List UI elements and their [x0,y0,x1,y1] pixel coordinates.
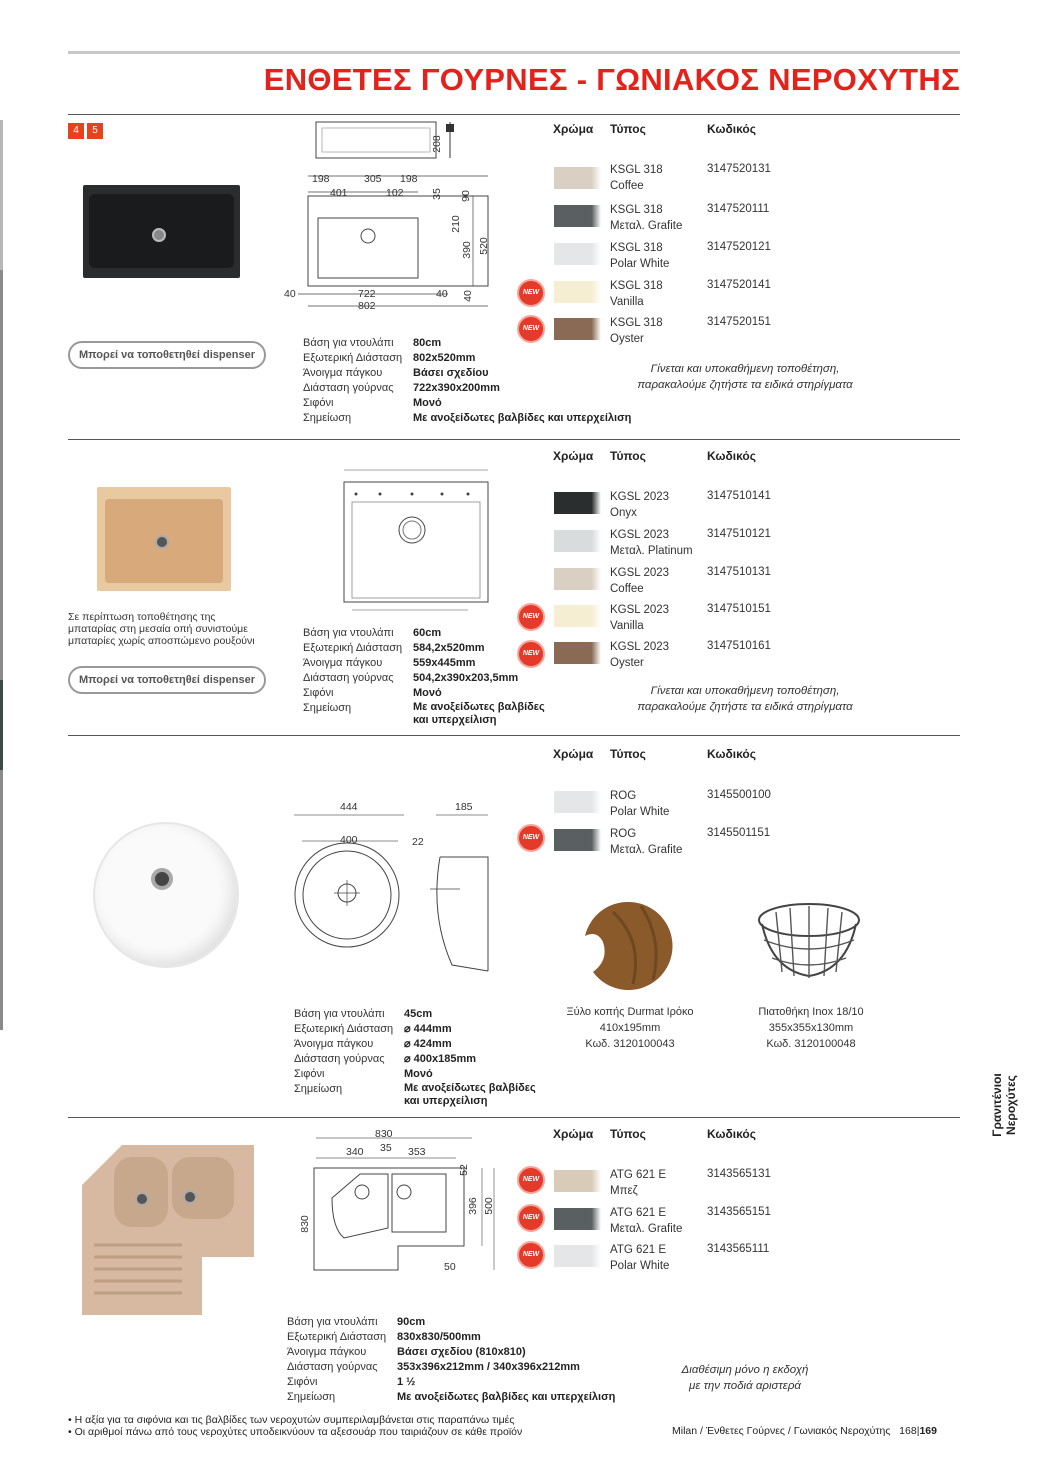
dim-label: 40 [436,288,448,300]
variant-type: ATG 621 E Μπεζ [610,1169,667,1197]
dim-label: 52 [457,1164,470,1176]
install-note: Γίνεται και υποκαθήμενη τοποθέτηση, παρακαλούμε ζητήστε τα ειδικά στηρίγματα [637,363,853,391]
edge-bar [0,680,3,770]
new-badge: NEW [517,279,545,307]
variant-code: 3147520151 [707,316,771,328]
accessory-badge-4: 4 [68,123,84,139]
product-photo-atg621 [82,1145,258,1317]
column-header-code: Κωδικός [707,122,757,136]
dispenser-note: Μπορεί να τοποθετηθεί dispenser [68,666,266,694]
product-photo-rog [93,822,239,968]
new-badge: NEW [517,1166,545,1194]
new-badge: NEW [517,315,545,343]
variant-code: 3145500100 [707,789,771,801]
dim-label: 305 [364,173,382,185]
accessory-dish-rack: Πιατοθήκη Inox 18/10 355x355x130mm Κωδ. 3120100048 [758,1006,864,1050]
technical-drawing-kgsl2023 [318,462,498,617]
variant-type: KGSL 2023 Μεταλ. Platinum [610,529,693,557]
dim-label: 210 [449,215,462,233]
section-divider [68,114,960,115]
column-header-code: Κωδικός [707,1127,757,1141]
column-header-color: Χρώμα [553,122,594,136]
color-swatch [554,1170,601,1192]
dim-label: 444 [340,801,358,813]
dish-rack-image [756,900,862,982]
variant-type: KGSL 2023 Oyster [610,641,670,669]
spec-values: 60cm 584,2x520mm 559x445mm 504,2x390x203,5mm Μονό Με ανοξείδωτες βαλβίδες και υπερχείλιση [413,627,545,726]
section-divider [68,1117,960,1118]
column-header-color: Χρώμα [553,449,594,463]
availability-note: Διαθέσιμη μόνο η εκδοχή με την ποδιά αριστερά [681,1364,809,1392]
dim-label: 198 [400,173,418,185]
variant-type: KSGL 318 Coffee [610,164,663,192]
color-swatch [554,1245,601,1267]
color-swatch [554,243,601,265]
dim-label: 185 [455,801,473,813]
color-swatch [554,281,601,303]
variant-code: 3147520111 [707,203,770,215]
color-swatch [554,492,601,514]
side-tab-label: Γρανιτένιοι Νεροχύτες [990,1073,1018,1137]
color-swatch [554,605,601,627]
page-title: ΕΝΘΕΤΕΣ ΓΟΥΡΝΕΣ - ΓΩΝΙΑΚΟΣ ΝΕΡΟΧΥΤΗΣ [263,62,960,97]
new-badge: NEW [517,1204,545,1232]
cutting-board-image [583,900,679,990]
variant-type: KSGL 318 Μεταλ. Grafite [610,204,683,232]
dim-label: 35 [380,1142,392,1154]
variant-type: KGSL 2023 Vanilla [610,604,670,632]
column-header-type: Τύπος [610,122,646,136]
product-photo-ksgl318 [83,185,240,278]
column-header-color: Χρώμα [553,747,594,761]
dim-label: 40 [461,290,474,302]
dim-label: 198 [312,173,330,185]
section-divider [68,735,960,736]
install-warning: Σε περίπτωση τοποθέτησης της μπαταρίας στη μεσαία οπή συνιστούμε μπαταρίες χωρίς αποσπώμενο ρουξούνι [68,611,255,647]
dim-label: 400 [340,834,358,846]
dim-label: 390 [460,241,473,259]
color-swatch [554,642,601,664]
spec-values: 45cm ⌀ 444mm ⌀ 424mm ⌀ 400x185mm Μονό Με ανοξείδωτες βαλβίδες και υπερχείλιση [404,1008,536,1107]
dim-label: 40 [284,288,296,300]
variant-type: ATG 621 E Polar White [610,1244,670,1272]
color-swatch [554,1208,601,1230]
new-badge: NEW [517,640,545,668]
variant-code: 3147510151 [707,603,771,615]
column-header-code: Κωδικός [707,449,757,463]
variant-code: 3143565151 [707,1206,771,1218]
new-badge: NEW [517,603,545,631]
variant-code: 3147520121 [707,241,771,253]
column-header-type: Τύπος [610,449,646,463]
color-swatch [554,167,601,189]
dim-label: 340 [346,1146,364,1158]
section-divider [68,439,960,440]
variant-type: KSGL 318 Oyster [610,317,663,345]
dim-label: 50 [444,1261,456,1273]
variant-code: 3143565131 [707,1168,771,1180]
variant-type: KGSL 2023 Coffee [610,567,670,595]
variant-type: KGSL 2023 Onyx [610,491,670,519]
top-rule [68,51,960,54]
technical-drawing-ksgl318 [278,118,498,318]
variant-type: ROG Polar White [610,790,670,818]
dim-label: 208 [430,135,443,153]
edge-bar [0,270,3,1030]
footer-breadcrumb: Milan / Ένθετες Γούρνες / Γωνιακός Νεροχύτης 168|169 [672,1425,937,1437]
variant-code: 3147510161 [707,640,771,652]
color-swatch [554,530,601,552]
spec-values: 80cm 802x520mm Βάσει σχεδίου 722x390x200mm Μονό Με ανοξείδωτες βαλβίδες και υπερχείλιση [413,337,632,424]
variant-type: KSGL 318 Vanilla [610,280,663,308]
spec-labels: Βάση για ντουλάπι Εξωτερική Διάσταση Άνοιγμα πάγκου Διάσταση γούρνας Σιφόνι Σημείωση [287,1316,387,1403]
dim-label: 22 [412,836,424,848]
color-swatch [554,791,601,813]
accessory-badge-5: 5 [87,123,103,139]
column-header-type: Τύπος [610,747,646,761]
spec-labels: Βάση για ντουλάπι Εξωτερική Διάσταση Άνοιγμα πάγκου Διάσταση γούρνας Σιφόνι Σημείωση [294,1008,394,1095]
dim-label: 353 [408,1146,426,1158]
dim-label: 35 [430,188,443,200]
variant-type: ROG Μεταλ. Grafite [610,828,683,856]
variant-type: KSGL 318 Polar White [610,242,670,270]
dim-label: 396 [466,1197,479,1215]
variant-code: 3145501151 [707,827,771,839]
footer-notes: • Η αξία για τα σιφόνια και τις βαλβίδες των νεροχυτών συμπεριλαμβάνεται στις παραπάνω τιμές • Οι αριθμοί πάνω από τους νεροχύτες υποδεικνύουν τα αξεσουάρ που ταιριάζουν σε κάθε προϊόν [68,1414,523,1438]
dim-label: 802 [358,300,376,312]
variant-type: ATG 621 E Μεταλ. Grafite [610,1207,683,1235]
dim-label: 102 [386,187,404,199]
column-header-code: Κωδικός [707,747,757,761]
dim-label: 500 [482,1197,495,1215]
variant-code: 3143565111 [707,1243,770,1255]
dim-label: 401 [330,187,348,199]
color-swatch [554,568,601,590]
accessory-cutting-board: Ξύλο κοπής Durmat Ιρόκο 410x195mm Κωδ. 3120100043 [566,1006,694,1050]
new-badge: NEW [517,1241,545,1269]
dim-label: 830 [375,1128,393,1140]
color-swatch [554,829,601,851]
variant-code: 3147510121 [707,528,771,540]
dim-label: 520 [477,237,490,255]
new-badge: NEW [517,824,545,852]
variant-code: 3147510131 [707,566,771,578]
color-swatch [554,205,601,227]
variant-code: 3147520131 [707,163,771,175]
spec-values: 90cm 830x830/500mm Βάσει σχεδίου (810x810) 353x396x212mm / 340x396x212mm 1 ½ Με ανοξείδωτες βαλβίδες και υπερχείλιση [397,1316,616,1403]
edge-bar [0,120,3,270]
spec-labels: Βάση για ντουλάπι Εξωτερική Διάσταση Άνοιγμα πάγκου Διάσταση γούρνας Σιφόνι Σημείωση [303,627,403,714]
dim-label: 722 [358,288,376,300]
spec-labels: Βάση για ντουλάπι Εξωτερική Διάσταση Άνοιγμα πάγκου Διάσταση γούρνας Σιφόνι Σημείωση [303,337,403,424]
dim-label: 90 [459,190,472,202]
dispenser-note: Μπορεί να τοποθετηθεί dispenser [68,341,266,369]
product-photo-kgsl2023 [97,487,231,591]
variant-code: 3147510141 [707,490,771,502]
column-header-color: Χρώμα [553,1127,594,1141]
technical-drawing-rog [290,795,500,975]
variant-code: 3147520141 [707,279,771,291]
column-header-type: Τύπος [610,1127,646,1141]
install-note: Γίνεται και υποκαθήμενη τοποθέτηση, παρακαλούμε ζητήστε τα ειδικά στηρίγματα [637,685,853,713]
dim-label: 830 [298,1215,311,1233]
